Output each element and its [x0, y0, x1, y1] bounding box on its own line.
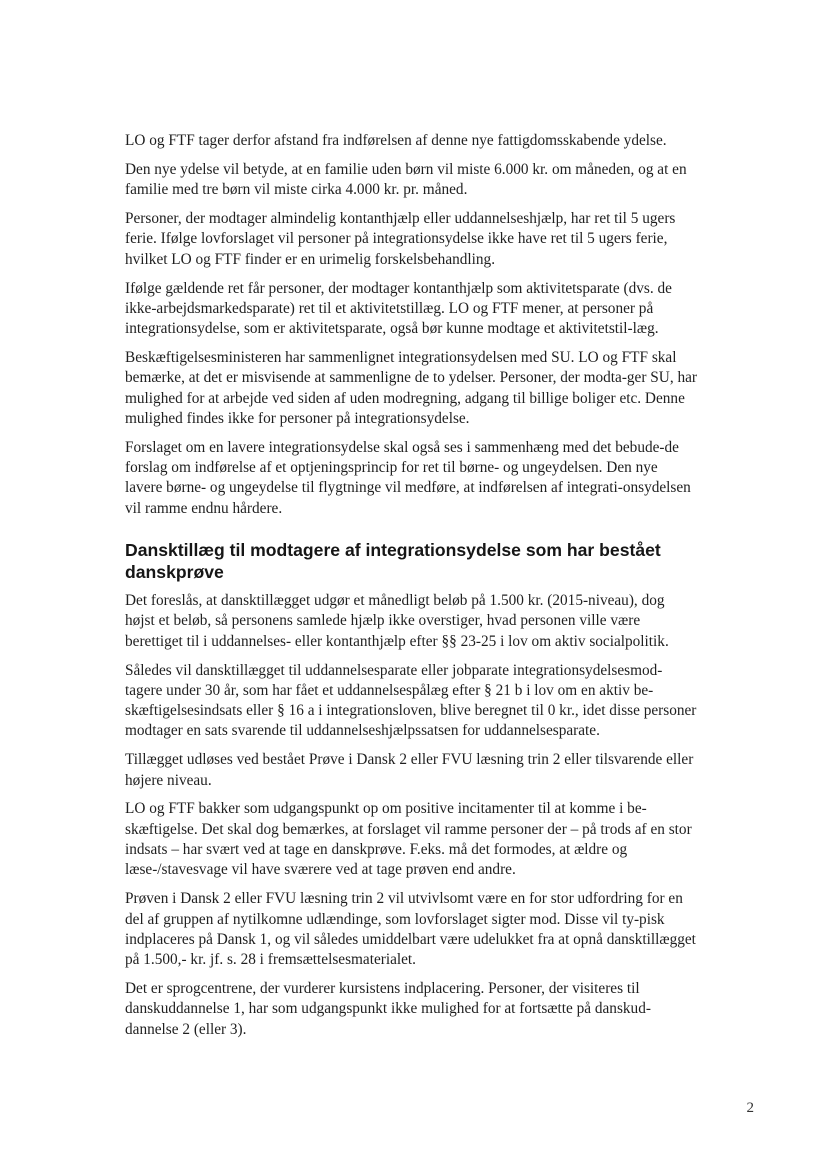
- paragraph-5: Beskæftigelsesministeren har sammenlignet integrationsydelsen med SU. LO og FTF skal bemærke, at det er misvisende at sammenligne de to ydelser. Personer, der modta-ger SU, har mulighed for at arbejde ved siden af uden modregning, adgang til billige boliger etc. Denne mulighed findes ikke for personer på integrationsydelse.: [125, 349, 698, 427]
- paragraph-2: Den nye ydelse vil betyde, at en familie uden børn vil miste 6.000 kr. om måneden, og at en familie med tre børn vil miste cirka 4.000 kr. pr. måned.: [125, 160, 687, 199]
- paragraph-7: Det foreslås, at dansktillægget udgør et månedligt beløb på 1.500 kr. (2015-niveau), dog højst et beløb, så personens samlede hjælp ikke overstiger, hvad personen ville være berettiget til i uddannelses- eller kontanthjælp efter §§ 23-25 i lov om aktiv socialpolitik.: [125, 592, 669, 650]
- paragraph-4: Ifølge gældende ret får personer, der modtager kontanthjælp som aktivitetsparate (dvs. de ikke-arbejdsmarkedsparate) ret til et aktivitetstillæg. LO og FTF mener, at personer på integrationsydelse, som er aktivitetsparate, også bør kunne modtage et aktivitetstil-læg.: [125, 279, 672, 338]
- page-number: 2: [746, 1100, 754, 1116]
- paragraph-8: Således vil dansktillægget til uddannelsesparate eller jobparate integrationsydelsesmod-tagere under 30 år, som har fået et uddannelsespålæg efter § 21 b i lov om en aktiv be-skæftigelsesindsats eller § 16 a i integrationsloven, blive beregnet til 0 kr., idet disse personer modtager en sats svarende til uddannelseshjælpssatsen for uddannelsesparate.: [125, 661, 697, 740]
- paragraph-11: Prøven i Dansk 2 eller FVU læsning trin 2 vil utvivlsomt være en for stor udfordring for en del af gruppen af nytilkomne udlændinge, som lovforslaget sigter mod. Disse vil ty-pisk indplaceres på Dansk 1, og vil således umiddelbart være udelukket fra at opnå dansktillægget på 1.500,- kr. jf. s. 28 i fremsættelsesmaterialet.: [125, 890, 696, 969]
- document-body: [125, 131, 697, 1049]
- paragraph-6: Forslaget om en lavere integrationsydelse skal også ses i sammenhæng med det bebude-de forslag om indførelse af et optjeningsprincip for ret til børne- og ungeydelsen. Den nye lavere børne- og ungeydelse til flygtninge vil medføre, at indførelsen af integrati-onsydelsen vil ramme endnu hårdere.: [125, 438, 691, 517]
- paragraph-9: Tillægget udløses ved bestået Prøve i Dansk 2 eller FVU læsning trin 2 eller tilsvarende eller højere niveau.: [125, 751, 694, 789]
- paragraph-10: LO og FTF bakker som udgangspunkt op om positive incitamenter til at komme i be-skæftigelse. Det skal dog bemærkes, at forslaget vil ramme personer der – på trods af en stor indsats – har svært ved at tage en danskprøve. F.eks. må det formodes, at ældre og læse-/stavesvage vil have sværere ved at tage prøven end andre.: [125, 800, 692, 879]
- paragraph-3: Personer, der modtager almindelig kontanthjælp eller uddannelseshjælp, har ret til 5 ugers ferie. Ifølge lovforslaget vil personer på integrationsydelse ikke have ret til 5 ugers ferie, hvilket LO og FTF finder er en urimelig forskelsbehandling.: [125, 210, 676, 268]
- section-heading: Dansktillæg til modtagere af integrationsydelse som har bestået danskprøve: [125, 540, 661, 582]
- paragraph-12: Det er sprogcentrene, der vurderer kursistens indplacering. Personer, der visiteres til danskuddannelse 1, har som udgangspunkt ikke mulighed for at fortsætte på danskud-dannelse 2 (eller 3).: [125, 980, 651, 1038]
- paragraph-1: LO og FTF tager derfor afstand fra indførelsen af denne nye fattigdomsskabende ydelse.: [125, 132, 667, 149]
